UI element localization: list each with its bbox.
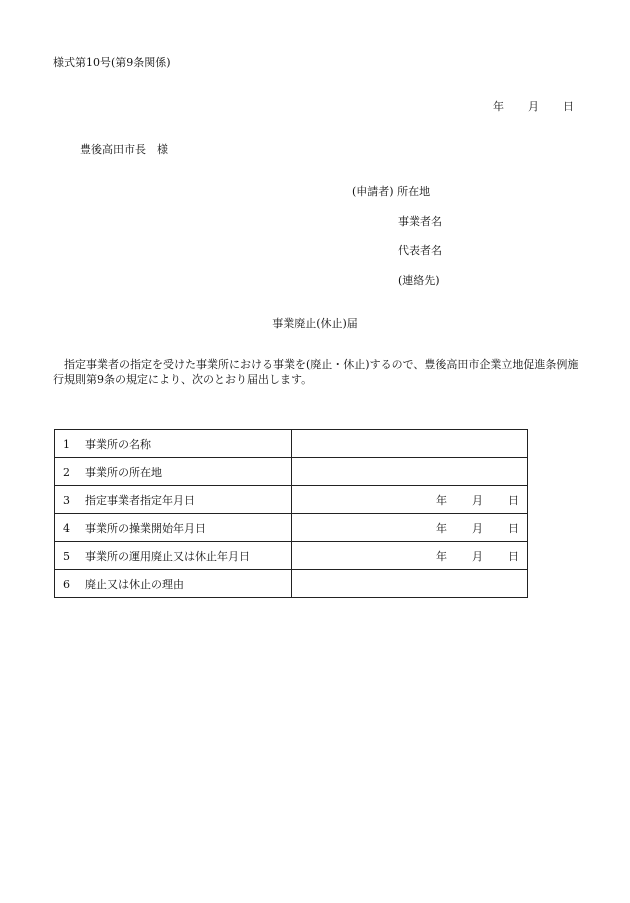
address-label: 所在地 xyxy=(397,185,431,198)
table-row xyxy=(55,570,528,598)
table-row xyxy=(55,430,528,458)
office-address-field[interactable] xyxy=(292,458,528,486)
row-number: 2 xyxy=(63,465,70,479)
date-year-label: 年 xyxy=(436,493,447,507)
row-number: 1 xyxy=(63,437,70,451)
row-number: 6 xyxy=(63,577,70,591)
row-label: 事業所の操業開始年月日 xyxy=(85,521,206,535)
designation-date-field[interactable] xyxy=(292,486,528,514)
closure-date-field[interactable] xyxy=(292,542,528,570)
row-label: 事業所の所在地 xyxy=(85,465,162,479)
business-name-label: 事業者名 xyxy=(398,214,442,228)
addressee: 豊後高田市長 様 xyxy=(80,143,168,156)
table-row xyxy=(55,458,528,486)
form-number: 様式第10号(第9条関係) xyxy=(53,56,171,69)
date-year-label: 年 xyxy=(493,100,504,113)
date-month-label: 月 xyxy=(472,521,483,535)
row-number: 4 xyxy=(63,521,70,535)
row-label: 事業所の運用廃止又は休止年月日 xyxy=(85,549,250,563)
representative-label: 代表者名 xyxy=(398,244,442,257)
office-name-field[interactable] xyxy=(292,430,528,458)
date-month-label: 月 xyxy=(528,100,539,113)
row-label: 廃止又は休止の理由 xyxy=(85,577,184,591)
date-year-label: 年 xyxy=(436,549,447,563)
date-month-label: 月 xyxy=(472,493,483,507)
applicant-role-label: (申請者) xyxy=(352,185,394,198)
table-row xyxy=(55,486,528,514)
row-number: 3 xyxy=(63,493,70,507)
date-year-label: 年 xyxy=(436,521,447,535)
body-paragraph: 指定事業者の指定を受けた事業所における事業を(廃止・休止)するので、豊後高田市企業立地促進条例施行規則第9条の規定により、次のとおり届出します。 xyxy=(53,358,579,386)
row-number: 5 xyxy=(63,549,70,563)
date-day-label: 日 xyxy=(508,493,519,507)
table-row xyxy=(55,514,528,542)
row-label: 事業所の名称 xyxy=(85,437,151,451)
date-day-label: 日 xyxy=(563,100,574,113)
date-day-label: 日 xyxy=(508,549,519,563)
table-row xyxy=(55,542,528,570)
submission-date xyxy=(493,98,574,114)
notification-table xyxy=(54,429,528,598)
applicant-block xyxy=(352,183,442,301)
date-day-label: 日 xyxy=(508,521,519,535)
date-month-label: 月 xyxy=(472,549,483,563)
row-label: 指定事業者指定年月日 xyxy=(85,493,195,507)
operation-start-date-field[interactable] xyxy=(292,514,528,542)
closure-reason-field[interactable] xyxy=(292,570,528,598)
document-title: 事業廃止(休止)届 xyxy=(272,317,358,330)
contact-label: (連絡先) xyxy=(398,273,440,287)
